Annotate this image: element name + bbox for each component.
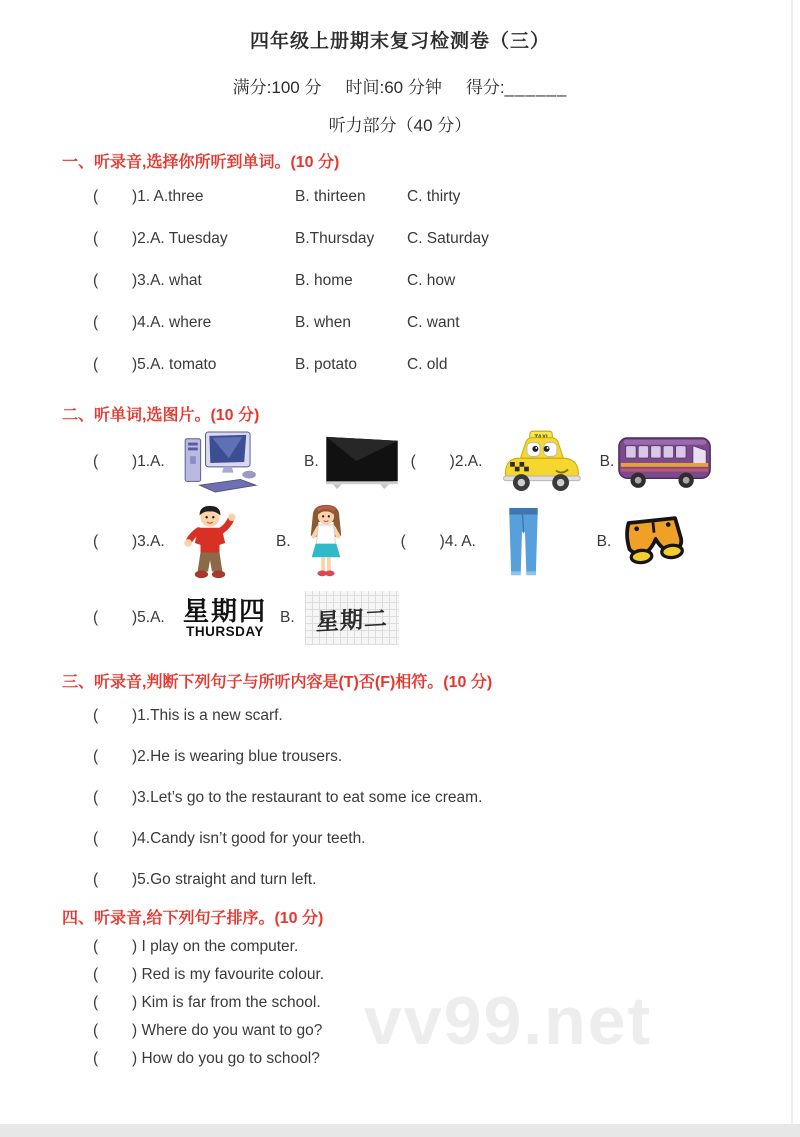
exam-info-line	[0, 73, 800, 98]
paren-open: (	[93, 609, 99, 626]
option-b: B. thirteen	[295, 188, 366, 205]
paren-open: (	[93, 789, 99, 806]
paren-open: (	[93, 272, 99, 289]
desktop-computer-image	[182, 431, 260, 493]
paren-open: (	[93, 1022, 99, 1039]
option-b: B. potato	[295, 356, 358, 373]
section4-heading: 四、听录音,给下列句子排序。(10 分)	[62, 910, 324, 927]
page-bottom-strip	[0, 1124, 800, 1137]
option-c: C. Saturday	[407, 230, 489, 247]
section1-item-5	[93, 356, 800, 374]
paren-open: (	[93, 230, 99, 247]
section2-row-2	[93, 503, 800, 581]
option-a: )1. A.three	[132, 188, 204, 205]
thursday-english-text: THURSDAY	[186, 623, 264, 639]
sentence: )3.Let’s go to the restaurant to eat some ice cream.	[132, 789, 483, 806]
paren-open: (	[93, 871, 99, 888]
sentence: )5.Go straight and turn left.	[132, 871, 317, 888]
watermark: vv99.net	[364, 983, 653, 1059]
section2-row-1	[93, 430, 800, 494]
full-score-label: 满分:100 分	[232, 78, 322, 97]
tuesday-chinese-text: 星期二	[315, 604, 388, 635]
paren-open: (	[93, 453, 99, 470]
paren-open: (	[93, 533, 99, 550]
sentence: ) I play on the computer.	[132, 938, 299, 955]
option-c: C. thirty	[407, 188, 461, 205]
paren-open: (	[93, 188, 99, 205]
item-label: B.	[599, 453, 615, 470]
paren-open: (	[93, 1050, 99, 1067]
listening-part-title: 听力部分（40 分）	[328, 116, 472, 135]
item-label: B.	[276, 533, 291, 550]
option-c: C. old	[407, 356, 448, 373]
paren-open: (	[93, 748, 99, 765]
section1-item-1	[93, 188, 800, 206]
item-label: )1.A.	[132, 453, 165, 470]
option-b: B.Thursday	[295, 230, 375, 247]
option-a: )5.A. tomato	[132, 356, 217, 373]
paren-open: (	[93, 994, 99, 1011]
sentence: ) How do you go to school?	[132, 1050, 320, 1067]
item-label: B.	[280, 609, 295, 626]
sentence: ) Red is my favourite colour.	[132, 966, 325, 983]
paren-open: (	[400, 533, 406, 550]
option-a: )3.A. what	[132, 272, 202, 289]
paren-open: (	[93, 938, 99, 955]
option-c: C. how	[407, 272, 456, 289]
section3-item-5	[93, 871, 800, 889]
sentence: )1.This is a new scarf.	[132, 707, 283, 724]
section2-row-3	[93, 591, 800, 645]
page-right-edge	[791, 0, 793, 1124]
tuesday-sign-image	[305, 591, 399, 645]
sentence: ) Where do you want to go?	[132, 1022, 323, 1039]
option-c: C. want	[407, 314, 460, 331]
option-a: )2.A. Tuesday	[132, 230, 228, 247]
section3-heading: 三、听录音,判断下列句子与所听内容是(T)否(F)相符。(10 分)	[62, 674, 493, 691]
paren-open: (	[93, 966, 99, 983]
paren-open: (	[93, 314, 99, 331]
girl-image	[303, 503, 349, 581]
bus-image	[617, 435, 713, 489]
item-label: )5.A.	[132, 609, 165, 626]
television-image	[325, 434, 399, 490]
shorts-image	[621, 513, 687, 571]
section1-item-3	[93, 272, 800, 290]
boy-image	[182, 503, 238, 581]
item-label: )4. A.	[439, 533, 476, 550]
section4-item-1	[93, 935, 800, 958]
score-blank: ______	[504, 78, 568, 97]
sentence: ) Kim is far from the school.	[132, 994, 321, 1011]
section3-item-3	[93, 789, 800, 807]
item-label: )3.A.	[132, 533, 165, 550]
paren-open: (	[93, 830, 99, 847]
taxi-image	[498, 430, 584, 494]
section1-heading: 一、听录音,选择你所听到单词。(10 分)	[62, 154, 340, 171]
time-label: 时间:60 分钟	[345, 78, 442, 97]
paren-open: (	[93, 356, 99, 373]
section3-item-4	[93, 830, 800, 848]
option-b: B. home	[295, 272, 353, 289]
paren-open: (	[410, 453, 416, 470]
section2-heading: 二、听单词,选图片。(10 分)	[62, 407, 260, 424]
sentence: )4.Candy isn’t good for your teeth.	[132, 830, 366, 847]
item-label: B.	[596, 533, 612, 550]
page-title: 四年级上册期末复习检测卷（三）	[249, 31, 550, 52]
item-label: )2.A.	[449, 453, 483, 470]
option-a: )4.A. where	[132, 314, 212, 331]
thursday-sign-image	[182, 595, 268, 639]
item-label: B.	[304, 453, 319, 470]
option-b: B. when	[295, 314, 352, 331]
section3-item-2	[93, 748, 800, 766]
section1-item-2	[93, 230, 800, 248]
sentence: )2.He is wearing blue trousers.	[132, 748, 343, 765]
jeans-image	[506, 507, 541, 577]
thursday-chinese-text: 星期四	[182, 595, 267, 626]
section1-item-4	[93, 314, 800, 332]
section3-item-1	[93, 707, 800, 725]
score-label: 得分:______	[465, 78, 568, 97]
paren-open: (	[93, 707, 99, 724]
